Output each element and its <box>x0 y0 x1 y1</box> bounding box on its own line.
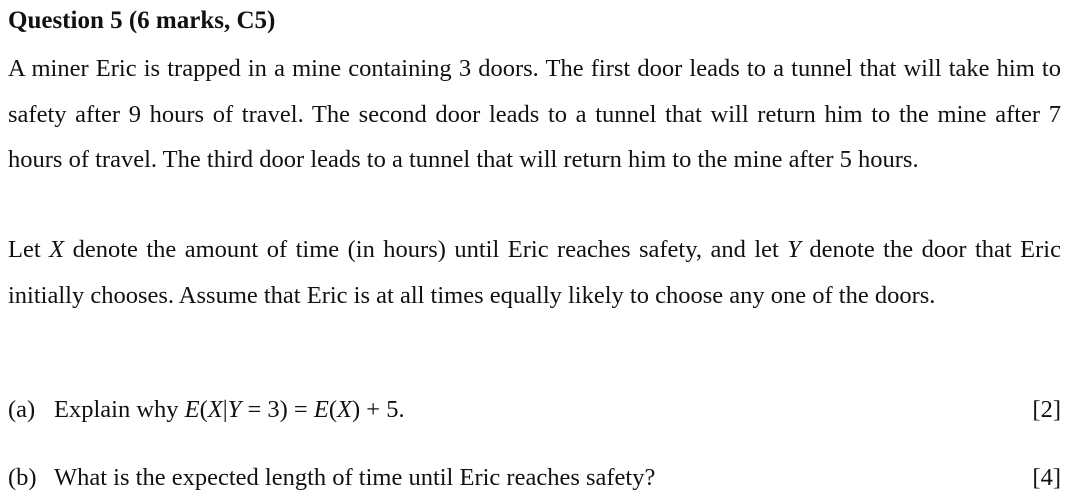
variable-x: X <box>49 236 65 263</box>
part-a-content <box>8 393 405 427</box>
part-a-marks: [2] <box>1032 396 1061 423</box>
variable-definition <box>8 227 1061 318</box>
part-a-label: (a) <box>8 396 36 423</box>
part-a-math: E(X|Y = 3) = E(X) + 5. <box>184 396 405 423</box>
definition-text-end: denote the door that Eric initially chooses. Assume that Eric is at all times equally likely to choose any one of the doors. <box>8 236 1061 309</box>
part-b-label: (b) <box>8 464 37 491</box>
part-a <box>8 393 1061 427</box>
part-b-text: What is the expected length of time until Eric reaches safety? <box>54 464 656 491</box>
question-heading: Question 5 (6 marks, C5) <box>8 7 276 34</box>
part-b <box>8 461 1061 495</box>
part-b-marks: [4] <box>1032 464 1061 491</box>
definition-text-start: Let <box>8 236 50 263</box>
problem-statement: A miner Eric is trapped in a mine containing 3 doors. The first door leads to a tunnel that will take him to safety after 9 hours of travel. The second door leads to a tunnel that will return him to the mine after 7 hours of travel. The third door leads to a tunnel that will return him to the mine after 5 hours. <box>8 55 1061 173</box>
definition-text-middle: denote the amount of time (in hours) until Eric reaches safety, and let <box>64 236 788 263</box>
variable-y: Y <box>787 236 801 263</box>
part-a-text: Explain why <box>54 396 185 423</box>
part-b-content <box>8 461 655 495</box>
